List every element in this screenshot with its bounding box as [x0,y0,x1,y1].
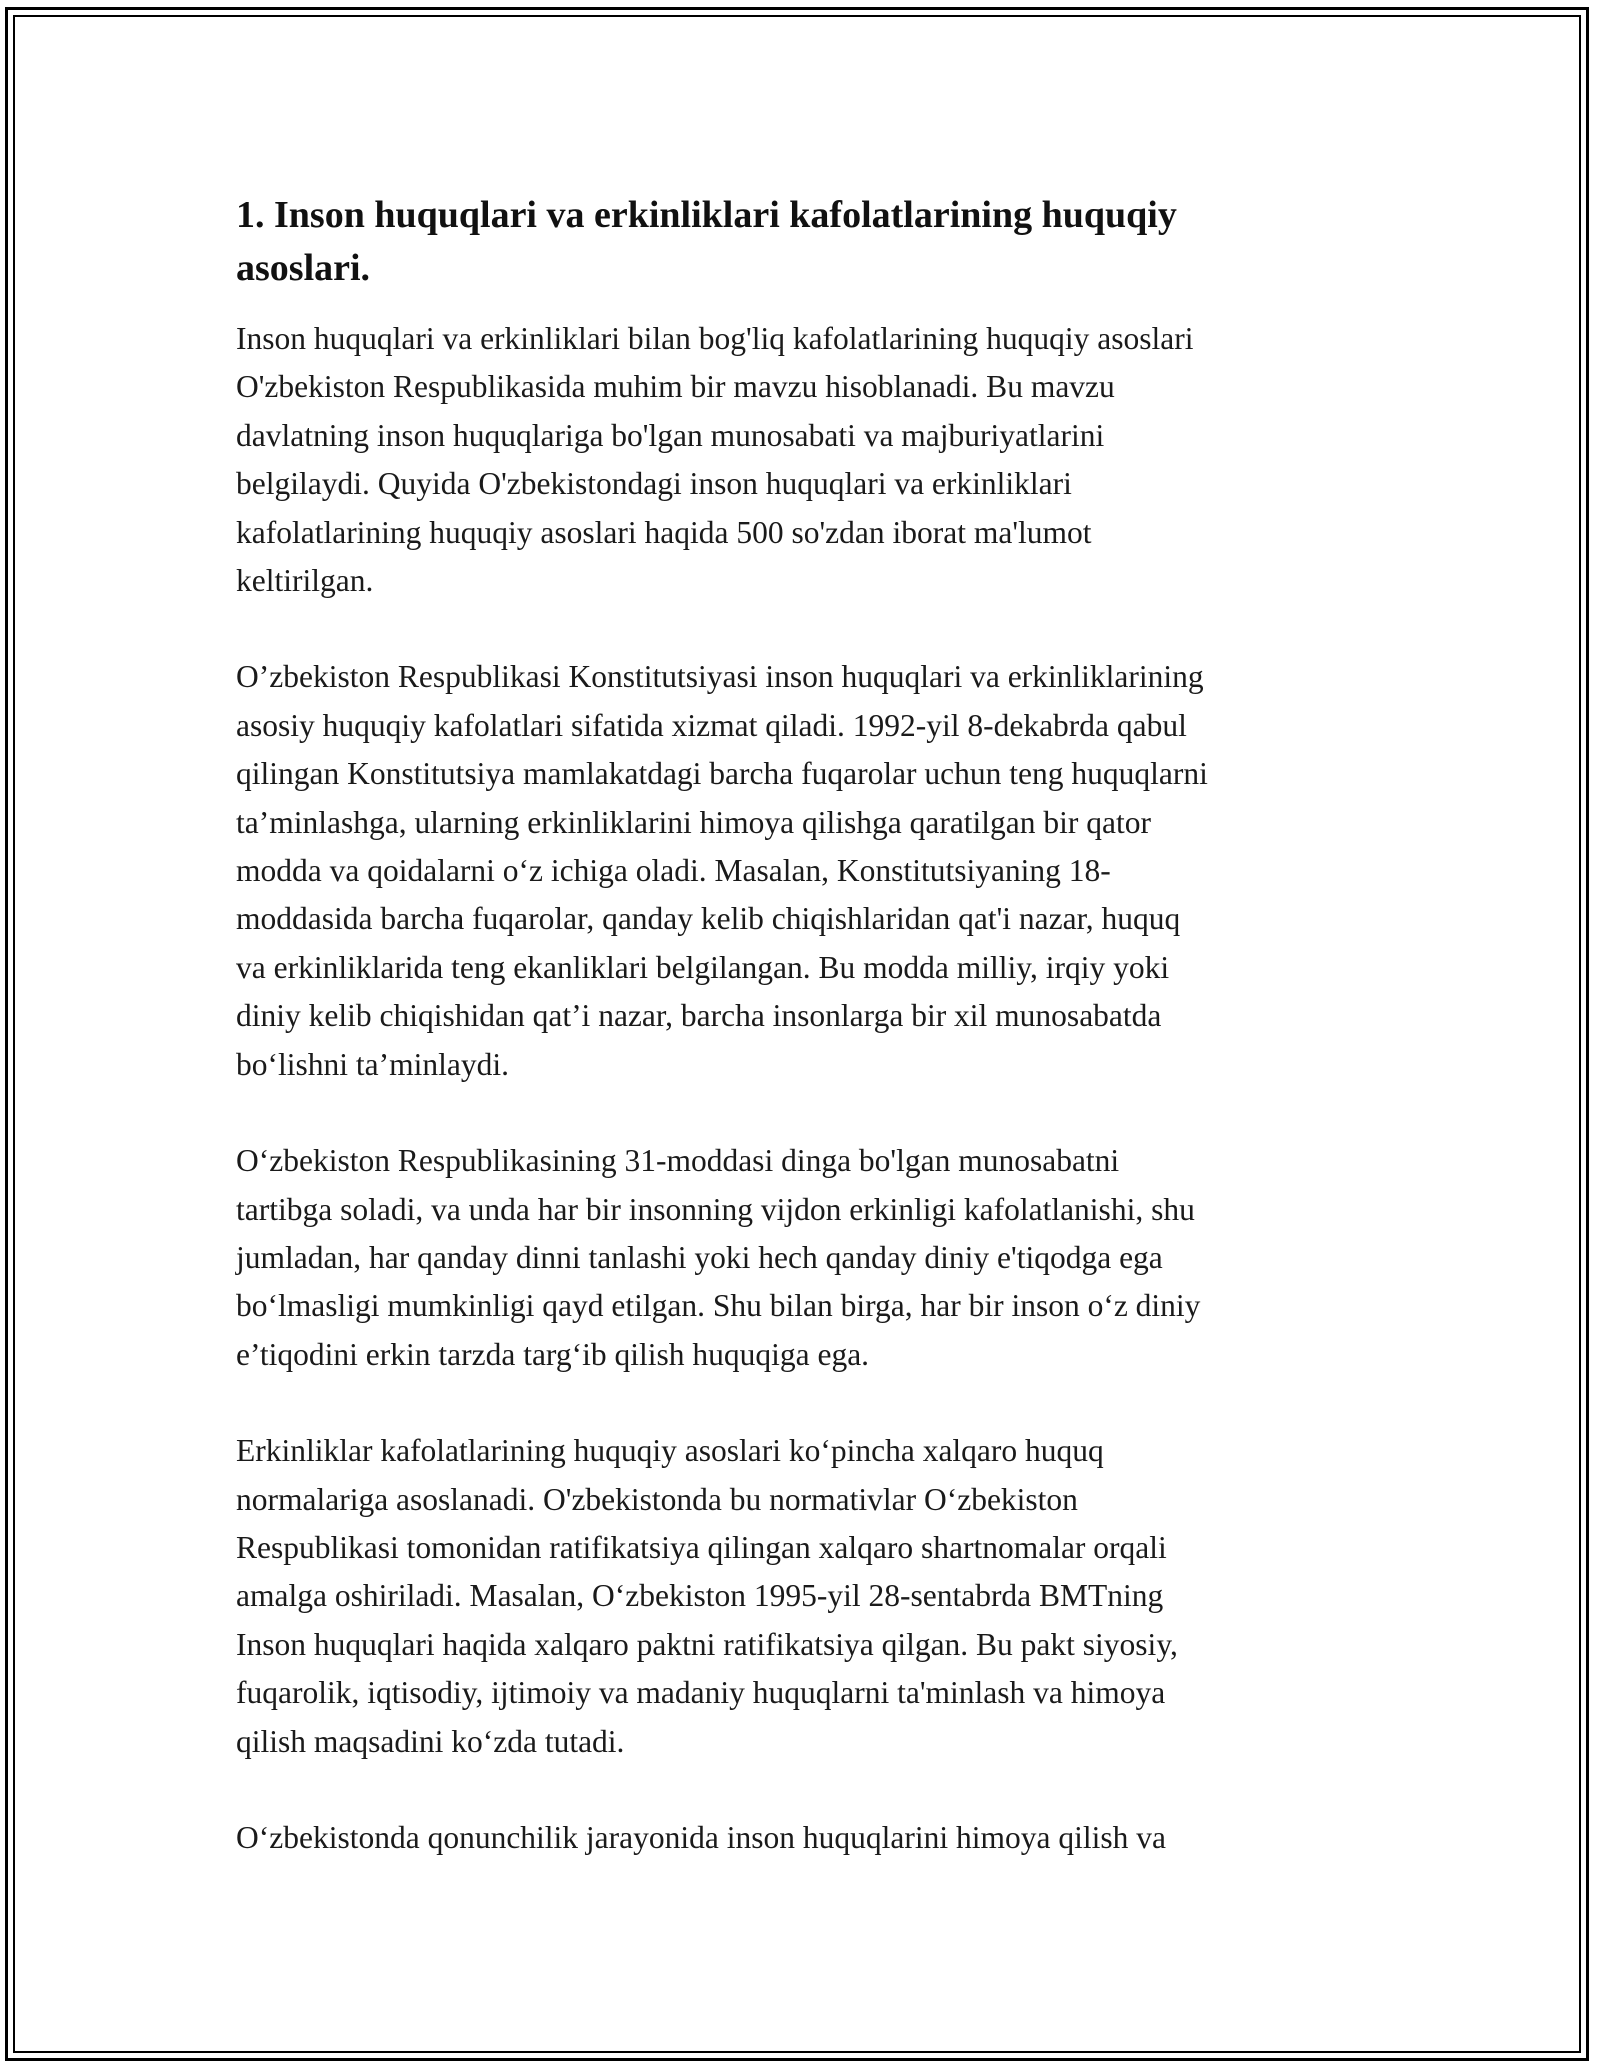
paragraph-line: asosiy huquqiy kafolatlari sifatida xizmat qiladi. 1992-yil 8-dekabrda qabul [236,707,1187,743]
paragraph-line: Respublikasi tomonidan ratifikatsiya qilingan xalqaro shartnomalar orqali [236,1529,1167,1565]
paragraph-line: kafolatlarining huquqiy asoslari haqida 500 so'zdan iborat ma'lumot [236,514,1092,550]
body-paragraph [236,315,1376,605]
paragraph-line: jumladan, har qanday dinni tanlashi yoki hech qanday diniy e'tiqodga ega [236,1239,1163,1275]
paragraph-line: O‘zbekiston Respublikasining 31-moddasi dinga bo'lgan munosabatni [236,1143,1120,1179]
paragraph-line: O'zbekiston Respublikasida muhim bir mavzu hisoblanadi. Bu mavzu [236,369,1115,405]
body-paragraph [236,653,1376,1089]
paragraph-line: tartibga soladi, va unda har bir insonning vijdon erkinligi kafolatlanishi, shu [236,1191,1195,1227]
paragraph-line: Inson huquqlari haqida xalqaro paktni ratifikatsiya qilgan. Bu pakt siyosiy, [236,1626,1178,1662]
paragraph-line: e’tiqodini erkin tarzda targ‘ib qilish huquqiga ega. [236,1336,870,1372]
paragraph-line: fuqarolik, iqtisodiy, ijtimoiy va madaniy huquqlarni ta'minlash va himoya [236,1675,1166,1711]
paragraph-line: O’zbekiston Respublikasi Konstitutsiyasi inson huquqlari va erkinliklarining [236,659,1204,695]
heading-line: asoslari. [236,247,371,289]
body-paragraph [236,1814,1376,1862]
paragraph-line: bo‘lmasligi mumkinligi qayd etilgan. Shu bilan birga, har bir inson o‘z diniy [236,1288,1201,1324]
paragraph-line: moddasida barcha fuqarolar, qanday kelib chiqishlaridan qat'i nazar, huquq [236,901,1181,937]
paragraph-line: qilish maqsadini ko‘zda tutadi. [236,1723,625,1759]
paragraph-line: Inson huquqlari va erkinliklari bilan bog'liq kafolatlarining huquqiy asoslari [236,321,1194,356]
paragraph-line: qilingan Konstitutsiya mamlakatdagi barcha fuqarolar uchun teng huquqlarni [236,756,1208,792]
document-body [236,189,1376,1910]
paragraph-line: belgilaydi. Quyida O'zbekistondagi inson huquqlari va erkinliklari [236,466,1072,502]
heading-line: 1. Inson huquqlari va erkinliklari kafolatlarining huquqiy [236,194,1177,236]
paragraph-list [236,315,1376,1862]
paragraph-line: va erkinliklarida teng ekanliklari belgilangan. Bu modda milliy, irqiy yoki [236,949,1170,985]
paragraph-line: keltirilgan. [236,563,374,599]
document-heading [236,189,1376,295]
body-paragraph [236,1427,1376,1766]
paragraph-line: davlatning inson huquqlariga bo'lgan munosabati va majburiyatlarini [236,417,1105,453]
paragraph-line: normalariga asoslanadi. O'zbekistonda bu normativlar O‘zbekiston [236,1481,1078,1517]
paragraph-line: diniy kelib chiqishidan qat’i nazar, barcha insonlarga bir xil munosabatda [236,998,1162,1034]
paragraph-line: O‘zbekistonda qonunchilik jarayonida inson huquqlarini himoya qilish va [236,1819,1166,1855]
paragraph-line: Erkinliklar kafolatlarining huquqiy asoslari ko‘pincha xalqaro huquq [236,1433,1104,1469]
body-paragraph [236,1137,1376,1379]
paragraph-line: amalga oshiriladi. Masalan, O‘zbekiston 1995-yil 28-sentabrda BMTning [236,1578,1164,1614]
paragraph-line: ta’minlashga, ularning erkinliklarini himoya qilishga qaratilgan bir qator [236,804,1152,840]
paragraph-line: modda va qoidalarni o‘z ichiga oladi. Masalan, Konstitutsiyaning 18- [236,853,1111,889]
paragraph-line: bo‘lishni ta’minlaydi. [236,1046,509,1082]
